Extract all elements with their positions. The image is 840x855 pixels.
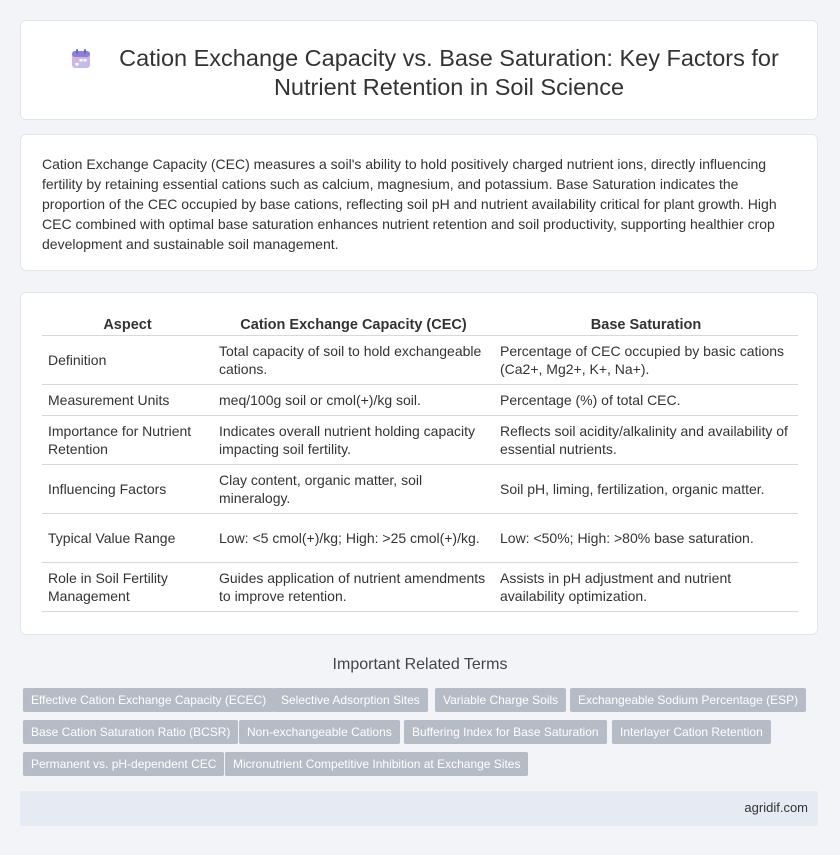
cec-cell: Indicates overall nutrient holding capacity impacting soil fertility. (213, 416, 494, 465)
aspect-cell: Influencing Factors (42, 465, 213, 514)
aspect-cell: Definition (42, 336, 213, 385)
footer-site-link[interactable]: agridif.com (744, 800, 808, 815)
comparison-table (42, 313, 798, 612)
base-saturation-cell: Soil pH, liming, fertilization, organic matter. (494, 465, 798, 514)
comparison-card (20, 292, 818, 635)
aspect-cell: Measurement Units (42, 385, 213, 416)
table-header-row (42, 313, 798, 336)
base-saturation-cell: Reflects soil acidity/alkalinity and availability of essential nutrients. (494, 416, 798, 465)
related-term-tag[interactable]: Variable Charge Soils (435, 688, 566, 712)
table-row (42, 416, 798, 465)
table-row (42, 385, 798, 416)
intro-paragraph: Cation Exchange Capacity (CEC) measures a soil's ability to hold positively charged nutrient ions, directly influencing fertility by retaining essential cations such as calcium, magnesium, and potassium. Base Saturation indicates the proportion of the CEC occupied by base cations, reflecting soil pH and nutrient availability critical for plant growth. High CEC combined with optimal base saturation enhances nutrient retention and soil productivity, supporting healthier crop development and sustainable soil management. (42, 156, 777, 252)
header-cec: Cation Exchange Capacity (CEC) (213, 313, 494, 336)
related-term-tag[interactable]: Non-exchangeable Cations (239, 720, 400, 744)
title-card (20, 20, 818, 120)
table-row (42, 514, 798, 563)
calendar-icon (69, 47, 93, 71)
related-terms-title: Important Related Terms (332, 656, 508, 673)
related-term-tag[interactable]: Selective Adsorption Sites (273, 688, 428, 712)
related-term-tag[interactable]: Interlayer Cation Retention (612, 720, 771, 744)
aspect-cell: Importance for Nutrient Retention (42, 416, 213, 465)
aspect-cell: Role in Soil Fertility Management (42, 563, 213, 612)
related-term-tag[interactable]: Exchangeable Sodium Percentage (ESP) (570, 688, 806, 712)
base-saturation-cell: Percentage of CEC occupied by basic cations (Ca2+, Mg2+, K+, Na+). (494, 336, 798, 385)
page-title: Cation Exchange Capacity vs. Base Saturation: Key Factors for Nutrient Retention in Soil Science (119, 45, 779, 100)
footer-bar (20, 791, 818, 826)
related-term-tag[interactable]: Buffering Index for Base Saturation (404, 720, 607, 744)
related-term-tag[interactable]: Base Cation Saturation Ratio (BCSR) (23, 720, 238, 744)
table-row (42, 465, 798, 514)
cec-cell: Guides application of nutrient amendments to improve retention. (213, 563, 494, 612)
intro-card (20, 134, 818, 271)
base-saturation-cell: Assists in pH adjustment and nutrient availability optimization. (494, 563, 798, 612)
table-row (42, 563, 798, 612)
related-term-tag[interactable]: Permanent vs. pH-dependent CEC (23, 752, 224, 776)
base-saturation-cell: Percentage (%) of total CEC. (494, 385, 798, 416)
table-row (42, 336, 798, 385)
aspect-cell: Typical Value Range (42, 514, 213, 563)
related-term-tag[interactable]: Micronutrient Competitive Inhibition at Exchange Sites (225, 752, 528, 776)
header-aspect: Aspect (42, 313, 213, 336)
related-term-tag[interactable]: Effective Cation Exchange Capacity (ECEC) (23, 688, 274, 712)
cec-cell: Low: <5 cmol(+)/kg; High: >25 cmol(+)/kg. (213, 514, 494, 563)
base-saturation-cell: Low: <50%; High: >80% base saturation. (494, 514, 798, 563)
header-base-saturation: Base Saturation (494, 313, 798, 336)
cec-cell: meq/100g soil or cmol(+)/kg soil. (213, 385, 494, 416)
cec-cell: Total capacity of soil to hold exchangeable cations. (213, 336, 494, 385)
cec-cell: Clay content, organic matter, soil mineralogy. (213, 465, 494, 514)
